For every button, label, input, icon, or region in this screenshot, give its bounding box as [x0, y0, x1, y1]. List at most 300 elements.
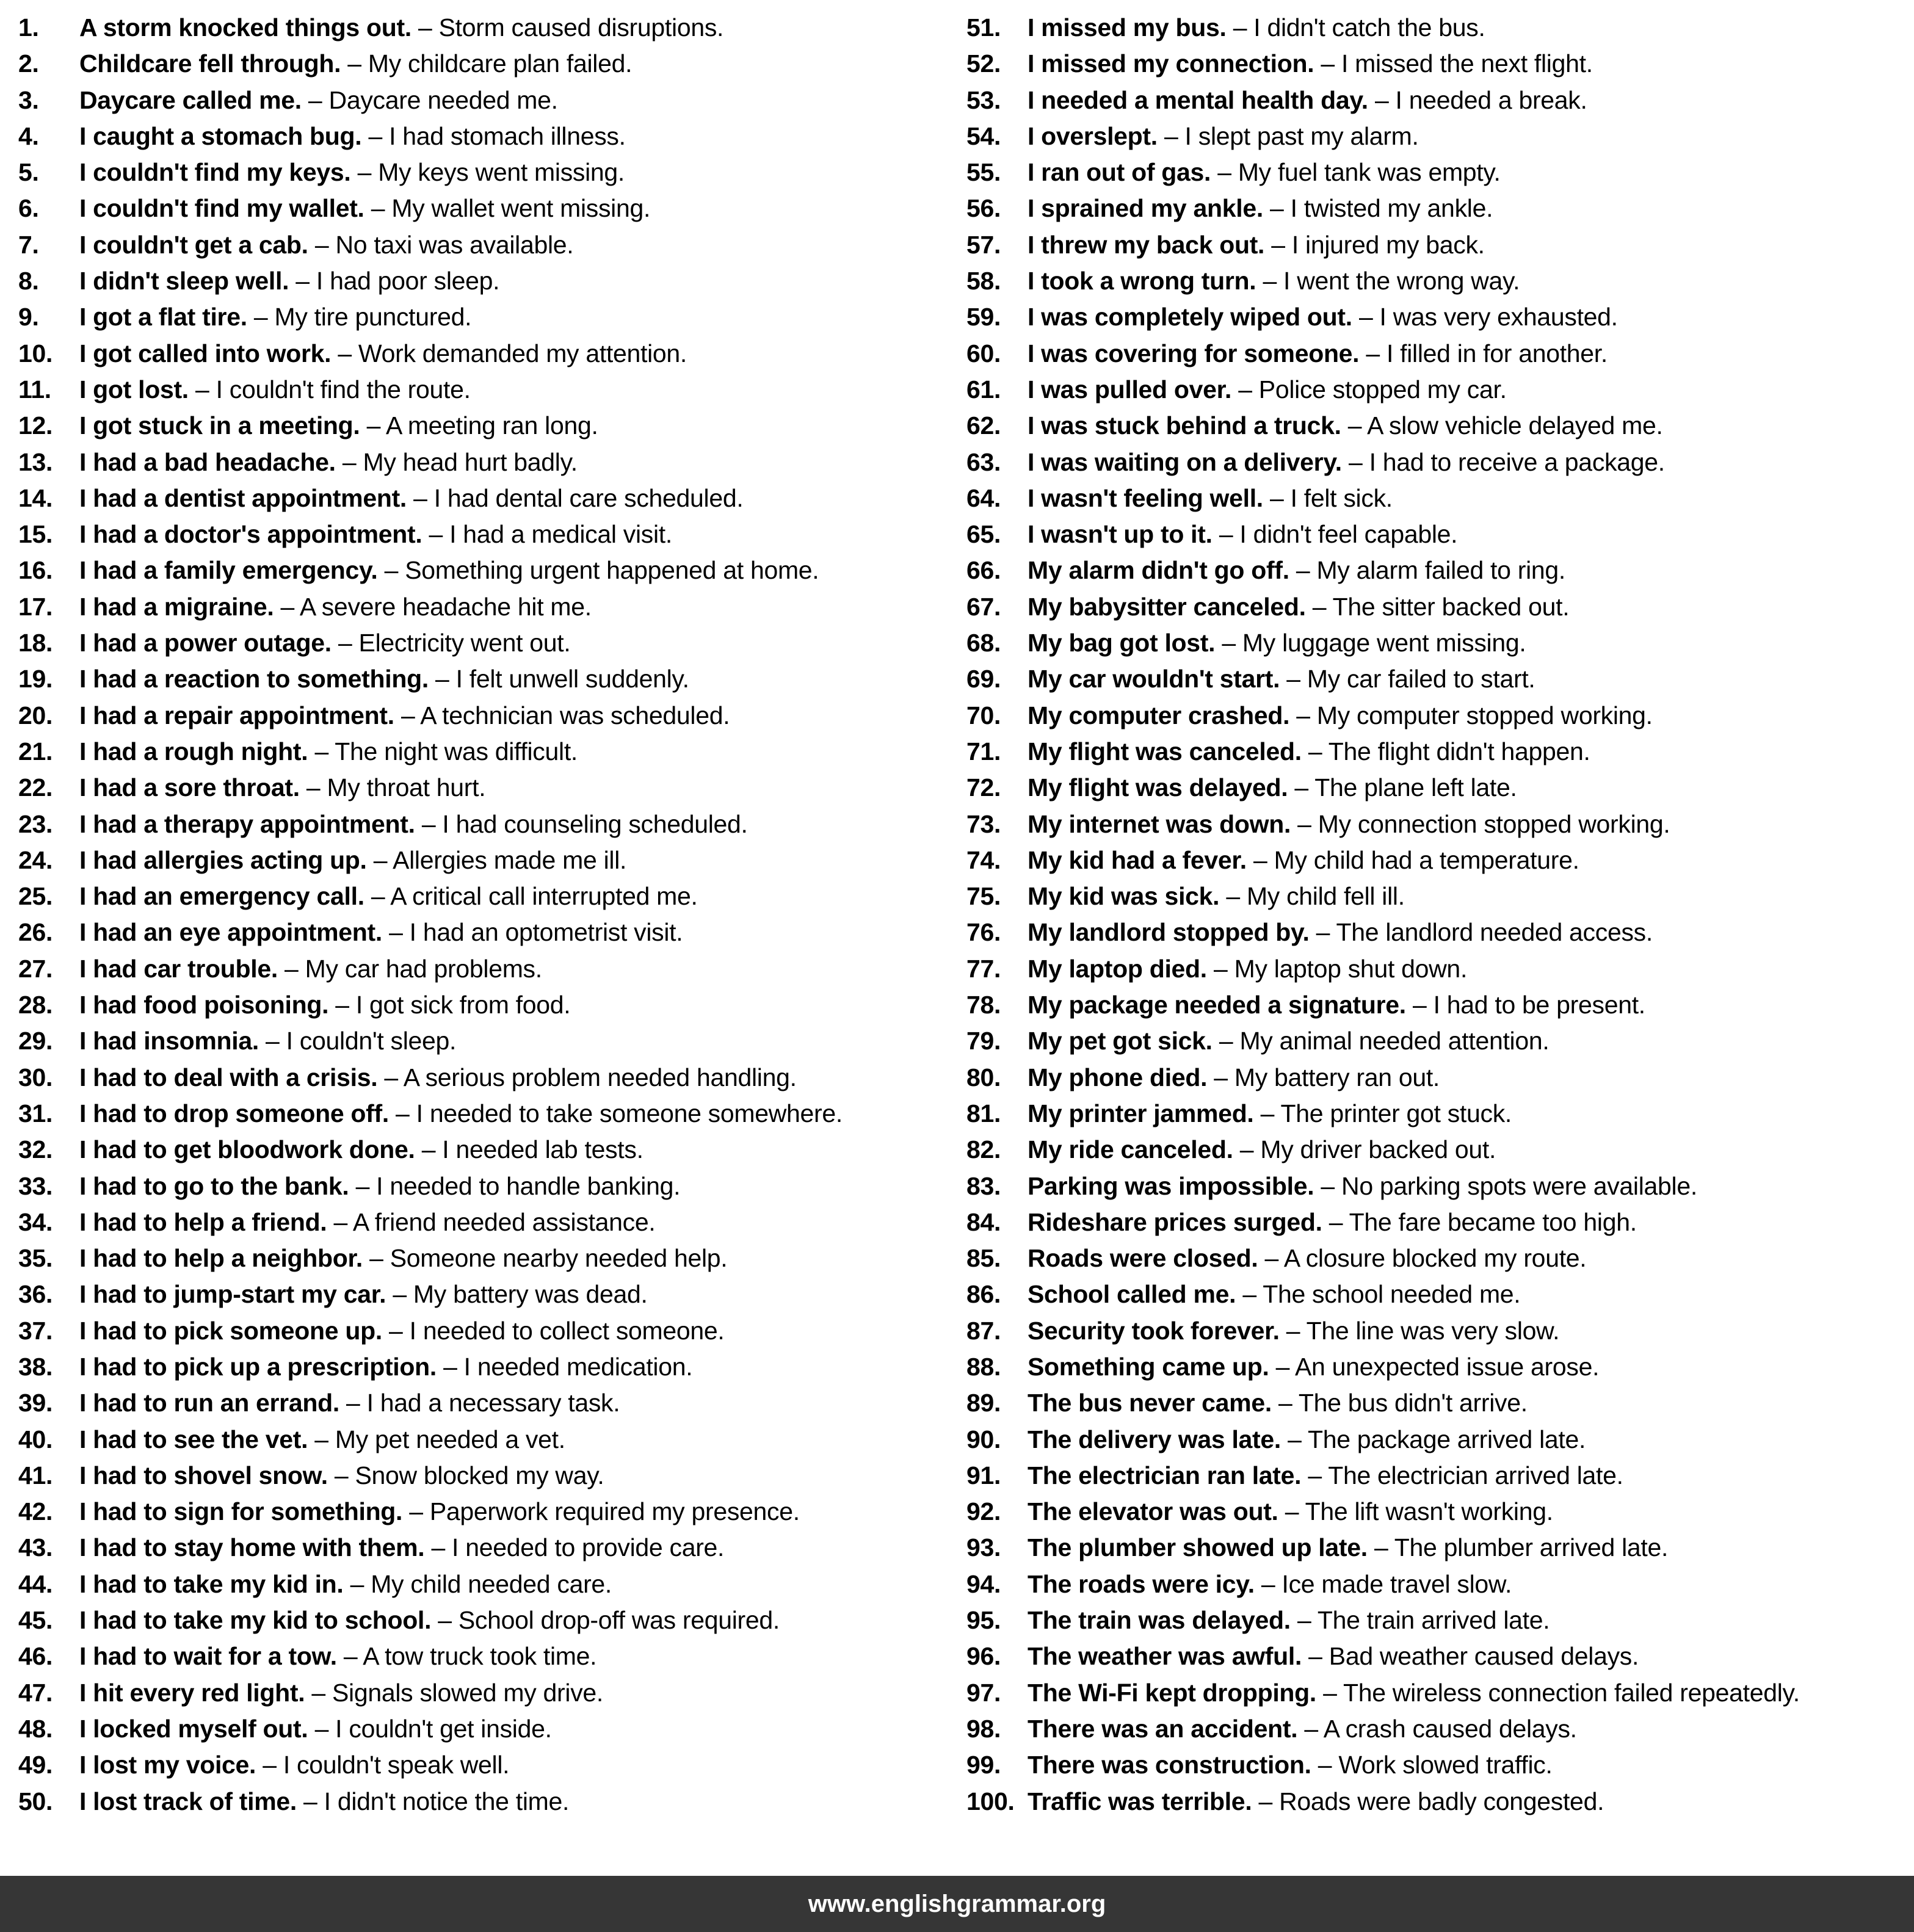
- list-item: [18, 444, 966, 480]
- item-phrase: I had to see the vet.: [79, 1425, 308, 1453]
- item-text: [79, 806, 748, 842]
- item-text: [1028, 770, 1517, 806]
- website-url: www.englishgrammar.org: [808, 1890, 1106, 1917]
- item-phrase: I had to jump-start my car.: [79, 1280, 386, 1309]
- item-number: 49.: [18, 1751, 53, 1779]
- excuse-list-right-column: [966, 10, 1914, 1820]
- item-text: [1028, 1458, 1623, 1494]
- item-phrase: I was covering for someone.: [1028, 339, 1360, 367]
- item-meaning: – Snow blocked my way.: [327, 1461, 604, 1489]
- item-text: [79, 1313, 724, 1349]
- item-text: [1028, 589, 1569, 625]
- item-phrase: I had a reaction to something.: [79, 665, 429, 693]
- list-item: [966, 698, 1914, 734]
- item-number: 78.: [966, 991, 1001, 1019]
- list-item: [18, 661, 966, 697]
- item-text: [79, 190, 650, 226]
- item-meaning: – A serious problem needed handling.: [377, 1063, 797, 1091]
- item-text: [1028, 408, 1663, 444]
- item-text: [79, 698, 730, 734]
- item-text: [1028, 1711, 1577, 1747]
- item-meaning: – A friend needed assistance.: [327, 1207, 656, 1236]
- item-phrase: The electrician ran late.: [1028, 1461, 1302, 1489]
- item-meaning: – My car had problems.: [277, 954, 542, 983]
- item-text: [79, 1132, 643, 1168]
- item-number: 74.: [966, 845, 1001, 874]
- item-meaning: – School drop-off was required.: [431, 1606, 780, 1635]
- item-text: [79, 1711, 552, 1747]
- item-phrase: Roads were closed.: [1028, 1244, 1258, 1273]
- item-number: 2.: [18, 49, 39, 78]
- item-phrase: I got called into work.: [79, 339, 332, 367]
- list-item: [966, 1204, 1914, 1240]
- item-meaning: – A critical call interrupted me.: [364, 882, 698, 911]
- item-phrase: Something came up.: [1028, 1352, 1269, 1381]
- item-number: 57.: [966, 230, 1001, 259]
- list-item: [18, 1458, 966, 1494]
- item-phrase: I overslept.: [1028, 121, 1158, 150]
- item-meaning: – I injured my back.: [1264, 230, 1485, 259]
- list-item: [966, 625, 1914, 661]
- item-text: [79, 1530, 724, 1566]
- item-meaning: – The lift wasn't working.: [1278, 1497, 1553, 1526]
- item-number: 11.: [18, 375, 51, 403]
- item-phrase: I had a doctor's appointment.: [79, 520, 422, 549]
- list-item: [966, 914, 1914, 950]
- item-phrase: I had allergies acting up.: [79, 845, 367, 874]
- list-item: [966, 552, 1914, 588]
- item-meaning: – Ice made travel slow.: [1254, 1569, 1512, 1598]
- item-phrase: I got a flat tire.: [79, 303, 247, 331]
- item-text: [79, 444, 578, 480]
- item-number: 89.: [966, 1389, 1001, 1417]
- item-number: 76.: [966, 918, 1001, 947]
- item-phrase: I had an emergency call.: [79, 882, 364, 911]
- item-meaning: – A technician was scheduled.: [394, 701, 730, 729]
- item-number: 22.: [18, 773, 53, 802]
- item-phrase: I threw my back out.: [1028, 230, 1265, 259]
- item-phrase: I had a dentist appointment.: [79, 483, 407, 512]
- list-item: [966, 1313, 1914, 1349]
- item-text: [79, 299, 471, 335]
- item-text: [79, 1638, 596, 1674]
- list-item: [18, 1784, 966, 1820]
- item-number: 47.: [18, 1678, 53, 1707]
- item-number: 64.: [966, 483, 1001, 512]
- item-meaning: – The bus didn't arrive.: [1271, 1389, 1528, 1417]
- item-meaning: – I was very exhausted.: [1352, 303, 1618, 331]
- list-item: [18, 987, 966, 1023]
- list-item: [966, 1023, 1914, 1059]
- item-meaning: – I couldn't speak well.: [256, 1751, 510, 1779]
- item-phrase: I had to deal with a crisis.: [79, 1063, 378, 1091]
- item-text: [79, 552, 819, 588]
- item-text: [1028, 480, 1393, 516]
- item-phrase: My kid had a fever.: [1028, 845, 1247, 874]
- list-item: [966, 589, 1914, 625]
- item-number: 18.: [18, 629, 53, 657]
- list-item: [18, 951, 966, 987]
- item-phrase: I wasn't feeling well.: [1028, 483, 1263, 512]
- item-meaning: – A closure blocked my route.: [1258, 1244, 1587, 1273]
- item-meaning: – I couldn't get inside.: [308, 1714, 552, 1743]
- item-number: 28.: [18, 991, 53, 1019]
- item-meaning: – Electricity went out.: [331, 629, 571, 657]
- list-item: [18, 1023, 966, 1059]
- item-meaning: – I needed to handle banking.: [349, 1171, 681, 1200]
- item-number: 5.: [18, 158, 39, 187]
- item-phrase: Daycare called me.: [79, 85, 302, 114]
- item-text: [79, 1494, 800, 1530]
- item-number: 75.: [966, 882, 1001, 911]
- item-meaning: – My battery ran out.: [1207, 1063, 1440, 1091]
- item-meaning: – I didn't notice the time.: [296, 1787, 570, 1815]
- item-number: 52.: [966, 49, 1001, 78]
- list-item: [18, 1204, 966, 1240]
- item-number: 58.: [966, 267, 1001, 295]
- list-item: [18, 1422, 966, 1458]
- item-text: [1028, 914, 1653, 950]
- item-text: [79, 878, 698, 914]
- item-meaning: – I had poor sleep.: [289, 267, 500, 295]
- item-number: 70.: [966, 701, 1001, 729]
- item-number: 92.: [966, 1497, 1001, 1526]
- list-item: [18, 1096, 966, 1132]
- item-text: [79, 625, 570, 661]
- item-meaning: – I had a medical visit.: [422, 520, 672, 549]
- list-item: [18, 154, 966, 190]
- item-phrase: My printer jammed.: [1028, 1099, 1254, 1127]
- item-text: [1028, 1602, 1550, 1638]
- item-text: [79, 1276, 648, 1312]
- item-meaning: – Bad weather caused delays.: [1302, 1642, 1639, 1671]
- item-meaning: – My fuel tank was empty.: [1211, 158, 1501, 187]
- item-text: [79, 408, 598, 444]
- item-meaning: – My child fell ill.: [1219, 882, 1405, 911]
- item-number: 38.: [18, 1352, 53, 1381]
- item-meaning: – No taxi was available.: [308, 230, 574, 259]
- item-phrase: I had to take my kid to school.: [79, 1606, 432, 1635]
- item-meaning: – My pet needed a vet.: [308, 1425, 565, 1453]
- list-item: [18, 372, 966, 408]
- item-text: [1028, 1566, 1512, 1602]
- item-text: [1028, 1675, 1800, 1711]
- item-number: 10.: [18, 339, 53, 367]
- item-meaning: – The fare became too high.: [1322, 1207, 1637, 1236]
- item-phrase: I had a repair appointment.: [79, 701, 394, 729]
- list-item: [966, 118, 1914, 154]
- item-number: 91.: [966, 1461, 1001, 1489]
- item-phrase: I had insomnia.: [79, 1027, 259, 1055]
- item-text: [79, 1240, 727, 1276]
- list-item: [18, 118, 966, 154]
- item-phrase: The weather was awful.: [1028, 1642, 1302, 1671]
- item-text: [1028, 336, 1608, 372]
- item-number: 51.: [966, 13, 1001, 42]
- item-meaning: – Signals slowed my drive.: [305, 1678, 603, 1707]
- item-phrase: I hit every red light.: [79, 1678, 305, 1707]
- item-phrase: I caught a stomach bug.: [79, 121, 362, 150]
- item-meaning: – I didn't feel capable.: [1212, 520, 1458, 549]
- item-text: [79, 480, 743, 516]
- list-item: [18, 190, 966, 226]
- item-text: [1028, 1349, 1599, 1385]
- item-text: [1028, 1747, 1553, 1783]
- item-text: [79, 1385, 620, 1421]
- item-meaning: – The train arrived late.: [1290, 1606, 1550, 1635]
- item-phrase: I had to get bloodwork done.: [79, 1135, 415, 1164]
- item-phrase: I missed my bus.: [1028, 13, 1227, 42]
- item-meaning: – My computer stopped working.: [1289, 701, 1653, 729]
- list-item: [966, 82, 1914, 118]
- item-text: [1028, 1385, 1528, 1421]
- footer-bar: [0, 1876, 1914, 1932]
- item-text: [79, 1204, 655, 1240]
- item-phrase: I had a bad headache.: [79, 447, 336, 476]
- item-number: 24.: [18, 845, 53, 874]
- item-number: 50.: [18, 1787, 53, 1815]
- item-phrase: My alarm didn't go off.: [1028, 556, 1289, 585]
- item-meaning: – I had to receive a package.: [1341, 447, 1665, 476]
- item-number: 30.: [18, 1063, 53, 1091]
- list-item: [966, 1602, 1914, 1638]
- item-number: 54.: [966, 121, 1001, 150]
- item-number: 90.: [966, 1425, 1001, 1453]
- item-phrase: I had to help a neighbor.: [79, 1244, 363, 1273]
- item-meaning: – My car failed to start.: [1280, 665, 1535, 693]
- item-phrase: Parking was impossible.: [1028, 1171, 1314, 1200]
- list-item: [966, 1711, 1914, 1747]
- list-item: [18, 842, 966, 878]
- list-item: [18, 552, 966, 588]
- list-item: [966, 154, 1914, 190]
- list-item: [966, 1349, 1914, 1385]
- item-text: [1028, 987, 1645, 1023]
- item-text: [1028, 1023, 1549, 1059]
- item-number: 81.: [966, 1099, 1001, 1127]
- list-item: [18, 1638, 966, 1674]
- item-phrase: The bus never came.: [1028, 1389, 1272, 1417]
- item-phrase: Childcare fell through.: [79, 49, 341, 78]
- item-text: [1028, 698, 1653, 734]
- item-phrase: I got lost.: [79, 375, 189, 403]
- item-phrase: I was stuck behind a truck.: [1028, 411, 1341, 440]
- item-number: 94.: [966, 1569, 1001, 1598]
- list-item: [966, 878, 1914, 914]
- item-phrase: I had to pick someone up.: [79, 1316, 382, 1345]
- item-text: [1028, 1276, 1520, 1312]
- item-phrase: I had a power outage.: [79, 629, 332, 657]
- list-item: [18, 1675, 966, 1711]
- item-phrase: I had a therapy appointment.: [79, 809, 415, 838]
- item-number: 29.: [18, 1027, 53, 1055]
- item-phrase: I had to take my kid in.: [79, 1569, 344, 1598]
- list-item: [18, 1313, 966, 1349]
- item-meaning: – My head hurt badly.: [335, 447, 578, 476]
- item-text: [1028, 625, 1526, 661]
- item-text: [79, 1602, 780, 1638]
- item-phrase: I took a wrong turn.: [1028, 267, 1256, 295]
- item-meaning: – No parking spots were available.: [1314, 1171, 1697, 1200]
- item-phrase: I lost my voice.: [79, 1751, 256, 1779]
- item-meaning: – I got sick from food.: [328, 991, 571, 1019]
- item-number: 79.: [966, 1027, 1001, 1055]
- item-number: 61.: [966, 375, 1001, 403]
- item-meaning: – I needed to provide care.: [424, 1533, 725, 1562]
- item-number: 77.: [966, 954, 1001, 983]
- item-phrase: I was completely wiped out.: [1028, 303, 1352, 331]
- item-number: 100.: [966, 1787, 1015, 1815]
- item-text: [79, 372, 471, 408]
- list-item: [966, 1747, 1914, 1783]
- item-number: 45.: [18, 1606, 53, 1635]
- list-item: [18, 1276, 966, 1312]
- item-phrase: My babysitter canceled.: [1028, 592, 1306, 621]
- item-phrase: My computer crashed.: [1028, 701, 1290, 729]
- item-text: [1028, 1240, 1586, 1276]
- list-item: [18, 1747, 966, 1783]
- item-text: [79, 516, 672, 552]
- list-item: [966, 1240, 1914, 1276]
- list-item: [18, 408, 966, 444]
- item-meaning: – A severe headache hit me.: [274, 592, 592, 621]
- list-item: [966, 951, 1914, 987]
- item-text: [79, 770, 485, 806]
- item-phrase: I had a rough night.: [79, 737, 308, 765]
- list-item: [966, 987, 1914, 1023]
- list-item: [18, 46, 966, 82]
- list-item: [966, 46, 1914, 82]
- item-phrase: My bag got lost.: [1028, 629, 1216, 657]
- item-meaning: – Work demanded my attention.: [331, 339, 687, 367]
- item-number: 95.: [966, 1606, 1001, 1635]
- item-text: [1028, 878, 1405, 914]
- item-number: 53.: [966, 85, 1001, 114]
- list-item: [966, 1385, 1914, 1421]
- item-meaning: – My keys went missing.: [350, 158, 625, 187]
- item-phrase: I had to sign for something.: [79, 1497, 403, 1526]
- item-phrase: I couldn't find my keys.: [79, 158, 351, 187]
- list-item: [966, 480, 1914, 516]
- item-number: 48.: [18, 1714, 53, 1743]
- excuse-list-left-column: [18, 10, 966, 1820]
- item-number: 83.: [966, 1171, 1001, 1200]
- item-number: 67.: [966, 592, 1001, 621]
- item-phrase: I locked myself out.: [79, 1714, 308, 1743]
- item-meaning: – Work slowed traffic.: [1311, 1751, 1553, 1779]
- item-phrase: I had to drop someone off.: [79, 1099, 389, 1127]
- list-item: [18, 734, 966, 770]
- item-phrase: I had to pick up a prescription.: [79, 1352, 437, 1381]
- item-meaning: – Something urgent happened at home.: [377, 556, 819, 585]
- item-text: [1028, 1422, 1586, 1458]
- item-number: 85.: [966, 1244, 1001, 1273]
- list-item: [18, 698, 966, 734]
- item-meaning: – The school needed me.: [1236, 1280, 1521, 1309]
- item-number: 35.: [18, 1244, 53, 1273]
- list-item: [966, 842, 1914, 878]
- item-phrase: I had car trouble.: [79, 954, 278, 983]
- item-meaning: – The flight didn't happen.: [1301, 737, 1590, 765]
- item-text: [1028, 842, 1579, 878]
- list-item: [966, 190, 1914, 226]
- item-meaning: – The plumber arrived late.: [1367, 1533, 1669, 1562]
- list-item: [966, 263, 1914, 299]
- item-number: 9.: [18, 303, 39, 331]
- list-item: [18, 227, 966, 263]
- list-item: [966, 1494, 1914, 1530]
- item-number: 25.: [18, 882, 53, 911]
- item-meaning: – The wireless connection failed repeatedly.: [1316, 1678, 1800, 1707]
- item-phrase: The delivery was late.: [1028, 1425, 1281, 1453]
- item-text: [1028, 299, 1618, 335]
- list-item: [966, 372, 1914, 408]
- list-item: [18, 806, 966, 842]
- list-item: [18, 1168, 966, 1204]
- item-phrase: I ran out of gas.: [1028, 158, 1211, 187]
- item-number: 87.: [966, 1316, 1001, 1345]
- item-text: [1028, 806, 1670, 842]
- item-meaning: – The plane left late.: [1288, 773, 1517, 802]
- item-text: [1028, 1060, 1440, 1096]
- item-phrase: My flight was canceled.: [1028, 737, 1302, 765]
- list-item: [18, 625, 966, 661]
- item-text: [79, 154, 625, 190]
- item-meaning: – A meeting ran long.: [360, 411, 598, 440]
- list-item: [966, 444, 1914, 480]
- item-meaning: – My luggage went missing.: [1215, 629, 1526, 657]
- list-item: [18, 1711, 966, 1747]
- item-meaning: – A crash caused delays.: [1297, 1714, 1577, 1743]
- item-number: 14.: [18, 483, 53, 512]
- item-number: 15.: [18, 520, 53, 549]
- item-meaning: – Paperwork required my presence.: [402, 1497, 800, 1526]
- item-phrase: The Wi-Fi kept dropping.: [1028, 1678, 1316, 1707]
- item-number: 3.: [18, 85, 39, 114]
- item-number: 43.: [18, 1533, 53, 1562]
- item-meaning: – I had counseling scheduled.: [415, 809, 748, 838]
- item-text: [79, 1566, 612, 1602]
- item-text: [79, 842, 626, 878]
- item-number: 46.: [18, 1642, 53, 1671]
- list-item: [966, 1638, 1914, 1674]
- item-number: 6.: [18, 194, 39, 223]
- item-text: [79, 118, 626, 154]
- item-meaning: – Daycare needed me.: [301, 85, 558, 114]
- item-phrase: I missed my connection.: [1028, 49, 1314, 78]
- item-phrase: I had to shovel snow.: [79, 1461, 328, 1489]
- list-item: [18, 10, 966, 46]
- item-text: [1028, 46, 1593, 82]
- item-text: [79, 227, 573, 263]
- item-meaning: – I needed medication.: [436, 1352, 693, 1381]
- item-text: [1028, 154, 1501, 190]
- list-item: [966, 1530, 1914, 1566]
- item-number: 73.: [966, 809, 1001, 838]
- item-meaning: – The package arrived late.: [1281, 1425, 1586, 1453]
- item-meaning: – My tire punctured.: [247, 303, 472, 331]
- list-item: [18, 1494, 966, 1530]
- item-phrase: My landlord stopped by.: [1028, 918, 1310, 947]
- item-meaning: – I couldn't sleep.: [258, 1027, 457, 1055]
- list-item: [966, 1458, 1914, 1494]
- item-text: [1028, 951, 1467, 987]
- item-phrase: I lost track of time.: [79, 1787, 297, 1815]
- list-item: [18, 1060, 966, 1096]
- item-number: 66.: [966, 556, 1001, 585]
- list-item: [966, 1675, 1914, 1711]
- item-meaning: – The line was very slow.: [1279, 1316, 1560, 1345]
